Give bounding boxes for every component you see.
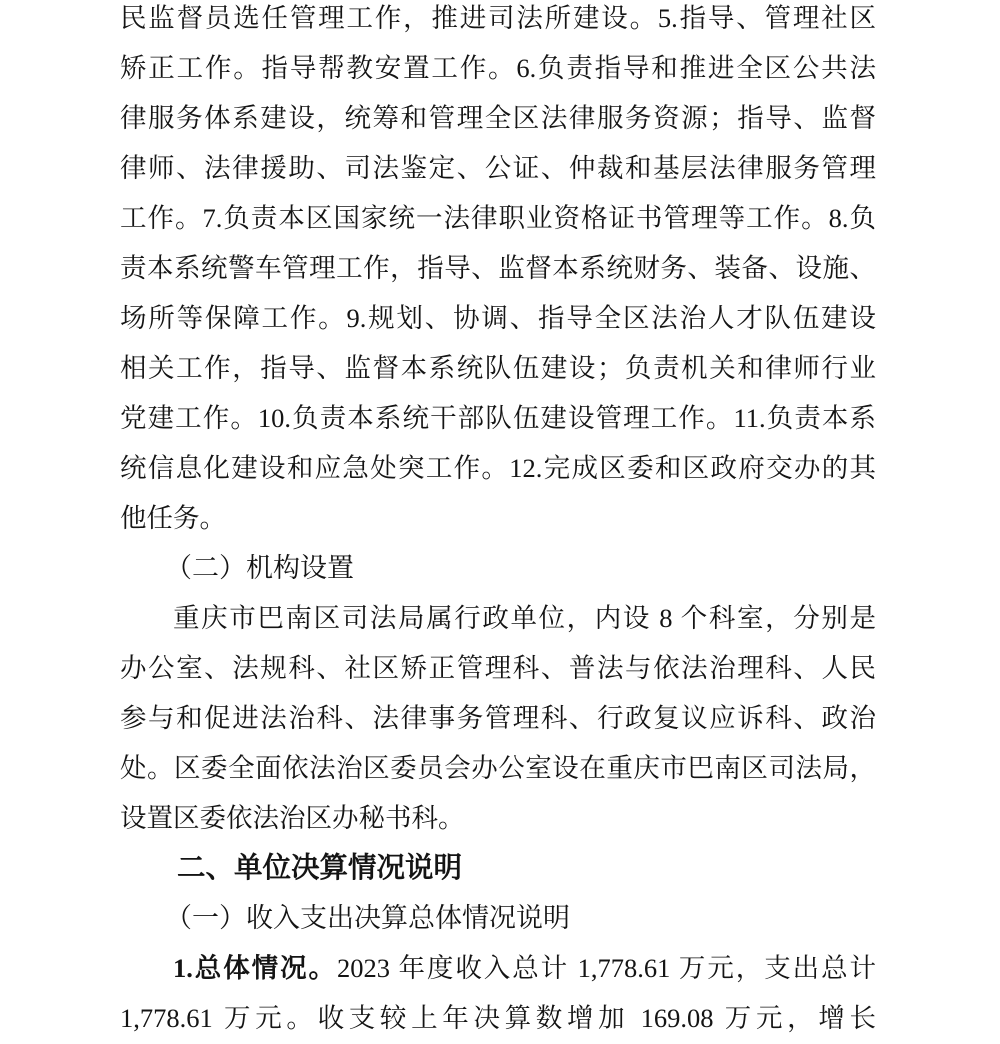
- doc-text-line: 民监督员选任管理工作，推进司法所建设。5.指导、管理社区: [120, 3, 876, 33]
- heading-unit-final-accounts: 二、单位决算情况说明: [177, 852, 463, 884]
- doc-text-line: 参与和促进法治科、法律事务管理科、行政复议应诉科、政治: [120, 703, 876, 733]
- document-page: [120, 0, 876, 1043]
- doc-text-line: 1,778.61 万元。收支较上年决算数增加 169.08 万元，增长: [120, 1003, 876, 1033]
- subheading-revenue-expenditure: （一）收入支出决算总体情况说明: [165, 903, 570, 933]
- doc-text-line: 他任务。: [120, 503, 226, 533]
- bold-run-overall-situation: 1.总体情况。: [173, 953, 337, 983]
- doc-text-line: 场所等保障工作。9.规划、协调、指导全区法治人才队伍建设: [120, 303, 876, 333]
- doc-text-line: [120, 943, 876, 993]
- doc-text-line: 处。区委全面依法治区委员会办公室设在重庆市巴南区司法局，: [120, 753, 876, 783]
- doc-text-line: 工作。7.负责本区国家统一法律职业资格证书管理等工作。8.负: [120, 203, 876, 233]
- doc-text-line: 律师、法律援助、司法鉴定、公证、仲裁和基层法律服务管理: [120, 153, 876, 183]
- subheading-org-setup: （二）机构设置: [165, 553, 354, 583]
- doc-text-line: 律服务体系建设，统筹和管理全区法律服务资源；指导、监督: [120, 103, 876, 133]
- doc-text-line: 设置区委依法治区办秘书科。: [120, 803, 465, 833]
- doc-text-line: 责本系统警车管理工作，指导、监督本系统财务、装备、设施、: [120, 253, 876, 283]
- doc-text-line: 相关工作，指导、监督本系统队伍建设；负责机关和律师行业: [120, 353, 876, 383]
- doc-text-line: 党建工作。10.负责本系统干部队伍建设管理工作。11.负责本系: [120, 403, 876, 433]
- doc-text-line: 统信息化建设和应急处突工作。12.完成区委和区政府交办的其: [120, 453, 876, 483]
- doc-text-line: 矫正工作。指导帮教安置工作。6.负责指导和推进全区公共法: [120, 53, 876, 83]
- doc-text-run: 2023 年度收入总计 1,778.61 万元，支出总计: [336, 953, 877, 983]
- doc-text-line: 重庆市巴南区司法局属行政单位，内设 8 个科室，分别是: [173, 603, 876, 633]
- doc-text-line: 办公室、法规科、社区矫正管理科、普法与依法治理科、人民: [120, 653, 876, 683]
